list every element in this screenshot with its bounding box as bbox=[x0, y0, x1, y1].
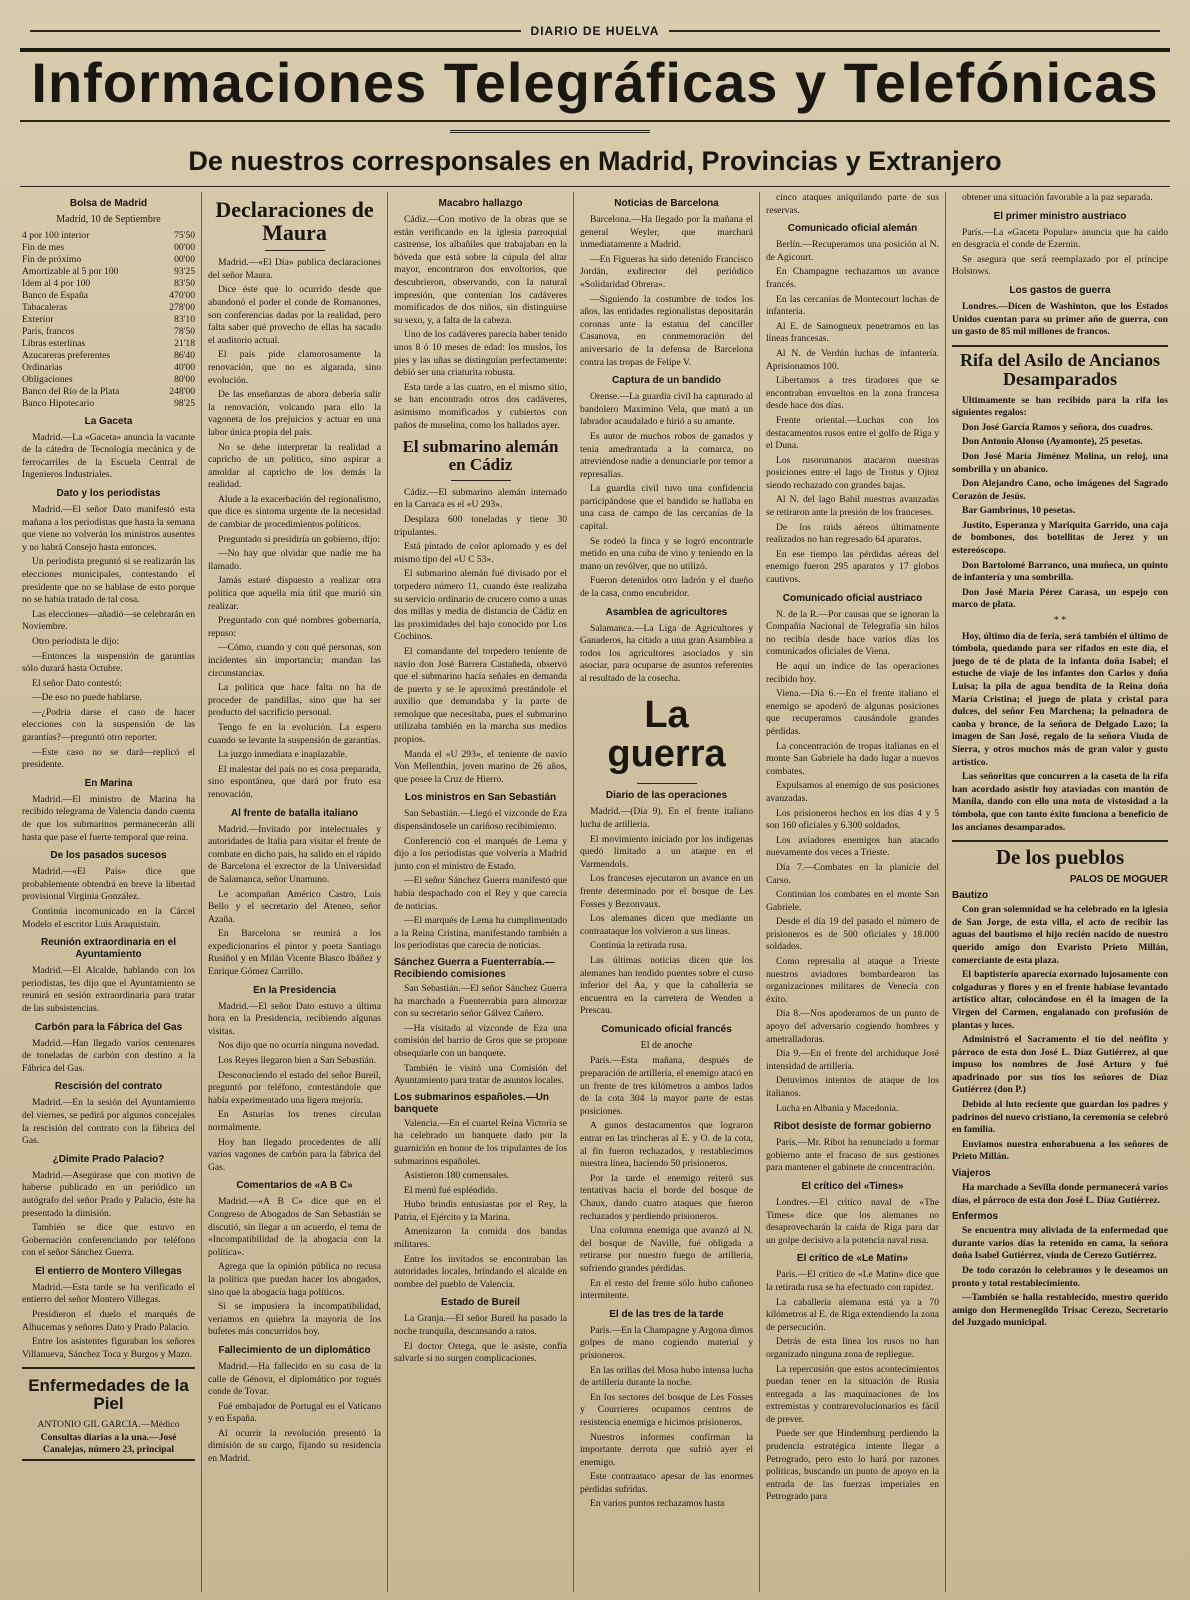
austriaco-title: Comunicado oficial austriaco bbox=[782, 592, 923, 604]
quote-value: 83'50 bbox=[174, 277, 195, 289]
quote-value: 80'00 bbox=[174, 373, 195, 385]
paragraph: Ultimamente se han recibido para la rifa los siguientes regalos: bbox=[952, 394, 1168, 419]
paragraph: El baptisterio aparecía exornado lujosamente con colgaduras y flores y en el frente habíase levantado artístico altar, colocándose en él la imagen de la Virgen del Carmen, engalanado con profusión de plantas y luces. bbox=[952, 969, 1168, 1031]
matin-title: El crítico de «Le Matin» bbox=[796, 1253, 909, 1265]
paper-name: DIARIO DE HUELVA bbox=[521, 24, 670, 38]
paragraph: Expulsamos al enemigo de sus posiciones avanzadas. bbox=[766, 780, 939, 804]
paragraph: Las elecciones—añadió—se celebrarán en Noviembre. bbox=[22, 608, 195, 633]
ad-title: Enfermedades de la Piel bbox=[28, 1376, 189, 1414]
paragraph: Frente oriental.—Luchas con los destacamentos rusos entre el golfo de Riga y el Duna. bbox=[766, 414, 939, 452]
frances-title: Comunicado oficial francés bbox=[601, 1023, 732, 1035]
quote-row bbox=[22, 302, 195, 314]
paragraph: Los aviadores enemigos han atacado nuevamente dos veces a Trieste. bbox=[766, 834, 939, 859]
paragraph: Desde el día 19 del pasado el número de prisioneros es de 500 oficiales y 18.000 soldados. bbox=[766, 916, 939, 953]
dato-title: Dato y los periodistas bbox=[56, 487, 161, 499]
entierro-title: El entierro de Montero Villegas bbox=[35, 1265, 182, 1277]
quote-label: Fin de mes bbox=[22, 241, 65, 253]
paragraph: En varios puntos rechazamos hasta bbox=[590, 1498, 725, 1510]
quote-value: 98'25 bbox=[174, 397, 195, 409]
column-4 bbox=[580, 192, 760, 1592]
paragraph: Madrid.—«El País» dice que probablemente obtendrá en breve la libertad provisional Virginia González. bbox=[22, 866, 195, 903]
quote-value: 248'00 bbox=[169, 385, 195, 397]
submarinos-espanoles-title: Los submarinos españoles.—Un banquete bbox=[394, 1091, 550, 1115]
quote-row bbox=[22, 398, 195, 410]
paragraph: —Este caso no se dará—replicó el presidente. bbox=[22, 746, 195, 771]
paragraph: Salamanca.—La Liga de Agricultores y Ganaderos, ha citado a una gran Asamblea a todos los agricultores asociados y sin asociar, para ocuparse de asuntos referentes al resultado de la cosecha. bbox=[580, 622, 753, 684]
paragraph: Madrid.—«El Día» publica declaraciones del señor Maura. bbox=[208, 257, 381, 281]
quote-row bbox=[22, 326, 195, 338]
aleman-title: Comunicado oficial alemán bbox=[787, 223, 918, 235]
quote-label: Idem al 4 por 100 bbox=[22, 277, 91, 289]
paragraph: París.—El crítico de «Le Matin» dice que la retirada rusa se ha efectuado con rapidez. bbox=[766, 1269, 939, 1293]
paragraph: —Ha visitado al vizconde de Eza una comisión del barrio de Gros que se propone obsequiarle con un banquete. bbox=[394, 1022, 567, 1059]
paragraph: Viena.—Día 6.—En el frente italiano el enemigo se apoderó de algunas posiciones que recuperamos causándole grandes pérdidas. bbox=[766, 688, 939, 737]
paragraph: Londres.—Dicen de Washinton, que los Estados Unidos cuentan para su primer año de guerra, con un gasto de 85 mil millones de francos. bbox=[952, 300, 1168, 338]
subheadline: De nuestros corresponsales en Madrid, Provincias y Extranjero bbox=[188, 146, 1002, 176]
paragraph: —De eso no puede hablarse. bbox=[32, 692, 143, 704]
paragraph: Don José María Jiménez Molina, un reloj, una sombrilla y un abanico. bbox=[952, 450, 1168, 475]
quote-label: Tabacaleras bbox=[22, 301, 68, 313]
paragraph: Le acompañan Américo Castro, Luis Bello y el secretario del Ateneo, señor Azaña. bbox=[208, 888, 381, 925]
paragraph: La Granja.—El señor Bureil ha pasado la noche tranquila, descansando a ratos. bbox=[394, 1313, 567, 1338]
paragraph: Don José María Pérez Carasa, un espejo con marco de plata. bbox=[952, 586, 1168, 611]
quote-label: Azucareras preferentes bbox=[22, 349, 111, 361]
paragraph: Agrega que la opinión pública no recusa la política que puedan hacer los abogados, sino que la abogacía haga políticos. bbox=[208, 1261, 381, 1298]
enfermos-title: Enfermos bbox=[952, 1211, 999, 1223]
paragraph: También le visitó una Comisión del Ayuntamiento para tratar de asuntos locales. bbox=[394, 1062, 567, 1087]
frente-title: Al frente de batalla italiano bbox=[230, 807, 359, 819]
paragraph: Se rodeó la finca y se logró encontrarle metido en una cuba de vino y teniendo en la mano un revólver, que no utilizó. bbox=[580, 535, 753, 572]
gaceta-text: Madrid.—La «Gaceta» anuncia la vacante de la cátedra de Tecnología mecánica y de ferrocarriles de la Escuela Central de Ingenieros Industriales. bbox=[22, 431, 195, 481]
submarino-title: El submarino alemán en Cádiz bbox=[402, 437, 559, 474]
paragraph: Madrid.—Ha fallecido en su casa de la calle de Génova, el diplomático por togués conde de Tovar. bbox=[208, 1360, 381, 1398]
paragraph: París.—La «Gaceta Popular» anuncia que ha caído en desgracia el conde de Ezernin. bbox=[952, 226, 1168, 251]
paragraph: Al N. de Verdún luchas de infantería. Aprisionamos 100. bbox=[766, 347, 939, 372]
paragraph: Los rusorumanos atacaron nuestras posiciones entre el lago de Trotus y Ojtoz siendo rechazado con grandes bajas. bbox=[766, 454, 939, 491]
quote-row bbox=[22, 386, 195, 398]
quote-value: 00'00 bbox=[174, 241, 195, 253]
paragraph: Esta tarde a las cuatro, en el mismo sitio, se han encontrado otros dos cadáveres, asimismo momificados y cubiertos con paños de muselina, como los hallados ayer. bbox=[394, 381, 567, 431]
paragraph: La concentración de tropas italianas en el monte San Gabriele ha dado lugar a nuevos combates. bbox=[766, 740, 939, 777]
paragraph: Manda el «U 293», el teniente de navío Von Mellenthin, joven marino de 26 años, que posee la Cruz de Hierro. bbox=[394, 748, 567, 785]
paragraph: Día 8.—Nos apoderamos de un punto de apoyo del adversario cogiendo hombres y ametralladoras. bbox=[766, 1008, 939, 1045]
paragraph: Está pintado de color aplomado y es del mismo tipo del «U C 53». bbox=[394, 541, 567, 565]
paragraph: Alude a la exacerbación del regionalismo, que dice es síntoma urgente de la necesidad de cambiar de procedimientos políticos. bbox=[208, 493, 381, 531]
asamblea-title: Asamblea de agricultores bbox=[605, 606, 728, 618]
paragraph: Fueron detenidos otro ladrón y el dueño de la casa, como encubridor. bbox=[580, 575, 753, 600]
quote-value: 93'25 bbox=[174, 265, 195, 277]
paragraph: Madrid.—En la sesión del Ayuntamiento del viernes, se pedirá por algunos concejales la rescisión del contrato con la fábrica del Gas. bbox=[22, 1097, 195, 1147]
paragraph: Londres.—El crítico naval de «The Times» dice que los alemanes no desaprovecharán la caída de Riga para dar un golpe decisivo a la potencia naval rusa. bbox=[766, 1196, 939, 1246]
paragraph: —También se halla restablecido, nuestro querido amigo don Hermenegildo Trisac Cerezo, Secretario del Juzgado municipal. bbox=[952, 1292, 1168, 1329]
paragraph: N. de la R.—Por causas que se ignoran la Compañía Nacional de Telegrafía sin hilos no recibía desde hace varios días los comunicados oficiales de Viena. bbox=[766, 608, 939, 658]
paragraph: Jamás estaré dispuesto a realizar otra política que aquella mía útil que murió sin realizar. bbox=[208, 575, 381, 612]
paragraph: —Entonces la suspensión de garantías sólo durará hasta Octubre. bbox=[22, 650, 195, 675]
paragraph: Valencia.—En el cuartel Reina Victoria se ha celebrado un banquete dado por la guarnición en honor de los tripulantes de los submarinos españoles. bbox=[394, 1117, 567, 1167]
quote-label: Amortizable al 5 por 100 bbox=[22, 265, 119, 277]
paragraph: El comandante del torpedero teniente de navío don José Barrera Castañeda, observó que el submarino hacía señales en demanda de puerto y se le aproximó prestándole el auxilio que demandaba y la parte de remolque que necesitaba, pues el submarino utilizaba también en la marcha sus medios propios. bbox=[394, 645, 567, 746]
column-1 bbox=[22, 192, 202, 1592]
paragraph: —¿Podría darse el caso de hacer elecciones con la suspensión de las garantías?—preguntó otro reporter. bbox=[22, 706, 195, 744]
paragraph: Un periodista preguntó si se realizarán las elecciones municipales, contestando el presidente que no se hablase de esto porque no se había tratado de tal cosa. bbox=[22, 556, 195, 606]
quote-row bbox=[22, 290, 195, 302]
anoche-title: El de anoche bbox=[640, 1039, 693, 1051]
quote-label: París, francos bbox=[22, 325, 75, 337]
quote-row bbox=[22, 350, 195, 362]
barcelona-title: Noticias de Barcelona bbox=[614, 198, 719, 209]
paragraph: También se dice que estuvo en Gobernación conferenciando por teléfono con el señor Sánchez Guerra. bbox=[22, 1222, 195, 1259]
paragraph: —No hay que olvidar que nadie me ha llamado. bbox=[208, 548, 381, 572]
paragraph: Madrid.—Asegúrase que con motivo de haberse publicado en un periódico un autógrafo del señor Prado y Palacio, éste ha presentado la dimisión. bbox=[22, 1169, 195, 1219]
paragraph: Puede ser que Hindemburg perdiendo la prudencia estratégica intente llegar a Petrogrado, pero esto lo hará por razones políticas, buscando un punto de apoyo en la entrada de las fuerzas imperiales en Petrogrado para bbox=[766, 1428, 939, 1503]
sanchez-guerra-title: Sánchez Guerra a Fuenterrabía.—Recibiendo comisiones bbox=[394, 956, 555, 980]
quote-value: 86'40 bbox=[174, 349, 195, 361]
paragraph: —El marqués de Lema ha cumplimentado a la Reina Cristina, manifestando también a los periodistas que carecía de noticias. bbox=[394, 915, 567, 952]
bautizo-title: Bautizo bbox=[952, 890, 989, 902]
paragraph: Fué embajador de Portugal en el Vaticano y en España. bbox=[208, 1400, 381, 1425]
paragraph: Preguntado si presidiría un gobierno, dijo: bbox=[218, 533, 381, 545]
paragraph: En Barcelona se reunirá a los expedicionarios el pintor y poeta Santiago Rusiñol y en Milán Vicente Blasco Ibáñez y Enrique Gómez Carrillo. bbox=[208, 928, 381, 978]
primer-ministro-title: El primer ministro austriaco bbox=[993, 210, 1127, 222]
paragraph: Nos dijo que no ocurría ninguna novedad. bbox=[218, 1040, 380, 1052]
paragraph: —El señor Sánchez Guerra manifestó que había despachado con el Rey y que carecía de noticias. bbox=[394, 875, 567, 912]
guerra-title: La guerra bbox=[607, 693, 726, 776]
quote-label: Libras esterlinas bbox=[22, 337, 86, 349]
paragraph: Los Reyes llegaron bien a San Sebastián. bbox=[218, 1055, 376, 1067]
paragraph: Otro periodista le dijo: bbox=[32, 635, 120, 647]
column-3 bbox=[394, 192, 574, 1592]
headline: Informaciones Telegráficas y Telefónicas bbox=[31, 51, 1159, 114]
paragraph: En las orillas del Mosa hubo intensa lucha de artillería durante la noche. bbox=[580, 1364, 753, 1389]
paragraph: Día 7.—Combates en la planicie del Carso. bbox=[766, 861, 939, 886]
paragraph: Bar Gambrinus, 10 pesetas. bbox=[962, 505, 1076, 517]
paragraph: La juzgo inmediata e inaplazable. bbox=[218, 749, 348, 761]
paragraph: De los raids aéreos últimamente realizados no han regresado 64 aparatos. bbox=[766, 521, 939, 546]
section-rule bbox=[20, 186, 1170, 187]
paragraph: Día 9.—En el frente del archiduque José intensidad de artillería. bbox=[766, 1048, 939, 1072]
paragraph: Orense.—La guardia civil ha capturado al bandolero Maximino Vela, que mató a un labrador acaudalado e hirió a su amante. bbox=[580, 391, 753, 428]
quote-row bbox=[22, 314, 195, 326]
paragraph: Don Antonio Alonso (Ayamonte), 25 pesetas. bbox=[962, 436, 1143, 448]
paragraph: Con gran solemnidad se ha celebrado en la iglesia de San Jorge, de esta villa, el acto de recibir las aguas del bautismo el hijo recién nacido de nuestro querido amigo don Evaristo Prieto Millán, comerciante de esta plaza. bbox=[952, 904, 1168, 966]
bolsa-quotes bbox=[22, 230, 195, 410]
paragraph: Libertamos a tres tiradores que se encontraban envueltos en la zona francesa desde hace dos días. bbox=[766, 375, 939, 412]
paragraph: Este contraataco apesar de las enormes pérdidas sufridas. bbox=[580, 1471, 753, 1495]
paragraph: Don Alejandro Cano, ocho imágenes del Sagrado Corazón de Jesús. bbox=[952, 478, 1168, 502]
paragraph: Berlín.—Recuperamos una posición al N. de Agicourt. bbox=[766, 239, 939, 263]
paragraph: Uno de los cadáveres parecía haber tenido unos 8 ó 10 meses de edad: los muslos, los pies y las uñas se distinguían perfectamente: debió ser una criaturita robusta. bbox=[394, 329, 567, 379]
paragraph: Desconociendo el estado del señor Bureil, preguntó por teléfono, contestándole que había experimentado una ligera mejoría. bbox=[208, 1069, 381, 1106]
paragraph: Madrid.—El ministro de Marina ha recibido telegrama de Valencia dando cuenta de que los submarinos permanecerán allí hasta que pase el fuerte temporal que reina. bbox=[22, 793, 195, 843]
paragraph: París.—En la Champagne y Argona dimos golpes de mano cogiendo material y prisioneros. bbox=[580, 1324, 753, 1361]
paragraph: De las enseñanzas de ahora debería salir la renovación, volcando para ello la vagoneta de los prejuicios y actuar en una labor única propia del país. bbox=[208, 389, 381, 438]
quote-label: Banco Hipotecario bbox=[22, 397, 95, 409]
paragraph: Ha marchado a Sevilla donde permanecerá varios días, el párroco de esta don José L. Díaz Gutiérrez. bbox=[952, 1182, 1168, 1206]
quote-value: 78'50 bbox=[174, 325, 195, 337]
paragraph: París.—Mr. Ribot ha renunciado a formar gobierno ante el fracaso de sus gestiones para mantener el gabinete de concentración. bbox=[766, 1137, 939, 1174]
paragraph: La repercusión que estos acontecimientos puedan tener en la situación de Rusia entregada a las maquinaciones de los extremistas y contrarevolucionarios es fácil de prever. bbox=[766, 1363, 939, 1425]
paragraph: —Siguiendo la costumbre de todos los años, las entidades regionalistas depositarán coronas ante la estatua del canciller Casanova, en conmemoración del aniversario de la defensa de Barcelona contra las tropas de Felipe V. bbox=[580, 293, 753, 368]
paragraph: San Sebastián.—Llegó el vizconde de Eza dispensándosele un cariñoso recibimiento. bbox=[394, 808, 567, 833]
column-6 bbox=[952, 192, 1174, 1592]
paragraph: Cádiz.—Con motivo de la obras que se están verificando en la iglesia parroquial castrense, los albañiles que trabajaban en la bóveda que está sobre la cúpula del altar mayor, encontraron dos envoltorios, que descubrieron, observando, con la natural impresión, que contenían los cadáveres momificados de dos niños, sin distinguirse su sexo, y, a falta de la cabeza. bbox=[394, 214, 567, 326]
paragraph: Como represalia al ataque a Trieste nuestros aviadores bombardearon las organizaciones militares de Venecia con éxito. bbox=[766, 956, 939, 1005]
paragraph: Don José García Ramos y señora, dos cuadros. bbox=[962, 421, 1153, 433]
paragraph: Las últimas noticias dicen que los alemanes han tendido puentes sobre el curso inferior del Aa, y que la caballería se encuentra en la carretera de Wenden a Prescau. bbox=[580, 954, 753, 1017]
quote-label: Banco de España bbox=[22, 289, 89, 301]
paragraph: Detuvimos intentos de ataque de los italianos. bbox=[766, 1075, 939, 1099]
paragraph: Al N. del lago Babil nuestras avanzadas se retiraron ante la presión de los franceses. bbox=[766, 494, 939, 519]
paragraph: En el resto del frente sólo hubo cañoneo intermitente. bbox=[580, 1277, 753, 1302]
column-2 bbox=[208, 192, 388, 1592]
quote-row bbox=[22, 374, 195, 386]
quote-label: Exterior bbox=[22, 313, 54, 325]
viajeros-title: Viajeros bbox=[952, 1168, 991, 1180]
bureil-title: Estado de Bureil bbox=[441, 1297, 520, 1309]
paragraph: —En Figueras ha sido detenido Francisco Jordán, exdirector del periódico «Solidaridad Obrera». bbox=[580, 253, 753, 290]
advertisement bbox=[22, 1367, 195, 1460]
quote-row bbox=[22, 278, 195, 290]
paragraph: Justito, Esperanza y Mariquita Garrido, una caja de bombones, dos botellitas de Jerez y un estereóscopo. bbox=[952, 519, 1168, 557]
headline-bottom-rule bbox=[20, 120, 1170, 122]
paragraph: Don Bartolomé Barranco, una muñeca, un quinto de infantería y una sombrilla. bbox=[952, 559, 1168, 584]
paragraph: En Champagne rechazamos un avance francés. bbox=[766, 266, 939, 290]
paragraph: Presidieron el duelo el marqués de Alhucemas y señores Dato y Prado Palacio. bbox=[22, 1309, 195, 1333]
quote-value: 21'18 bbox=[174, 337, 195, 349]
paragraph: Madrid.—(Día 9). En el frente italiano lucha de artillería. bbox=[580, 806, 753, 830]
paragraph: Hoy, último día de feria, será también el último de tómbola, quedando para ser rifados en este día, el juego de té de plata de la infanta doña Isabel; el estuche de viaje de los infantes don Carlos y doña Luisa; la pila de agua bendita de la Reina doña María Cristina; el juego de plata y cristal para dulces, del señor Feu Marchena; la pelnadora de caoba y bronce, de la señora de Delgado Lazo; la imagen de San José, regalo de la señora Viuda de Sierra, y otros muchos más de gran valor y gusto artístico. bbox=[952, 630, 1168, 768]
paragraph: San Sebastián.—El señor Sánchez Guerra ha marchado a Fuenterrabía para almorzar con su secretario señor Gálvez Cañero. bbox=[394, 982, 567, 1020]
paragraph: Hubo brindis entusiastas por el Rey, la Patria, el Ejército y la Marina. bbox=[394, 1199, 567, 1223]
paragraph: Madrid.—«A B C» dice que en el Congreso de Abogados de San Sebastián se discutió, sin llegar a un acuerdo, el tema de «Incompatibilidad de la abogacía con la política». bbox=[208, 1196, 381, 1258]
paragraph: He aquí un índice de las operaciones recibido hoy. bbox=[766, 661, 939, 685]
paragraph: Conferenció con el marqués de Lema y dijo a los periodistas que volvería a Madrid junto con el ministro de Estado. bbox=[394, 835, 567, 872]
paragraph: En Asturias los trenes circulan normalmente. bbox=[208, 1109, 381, 1133]
abc-title: Comentarios de «A B C» bbox=[236, 1180, 353, 1192]
quote-row bbox=[22, 362, 195, 374]
marina-title: En Marina bbox=[84, 777, 133, 789]
paragraph: Debido al luto reciente que guardan los padres y padrinos del nuevo cristiano, la ceremonia se celebró en familia. bbox=[952, 1099, 1168, 1136]
paragraph: Detrás de esta línea los rusos no han organizado ninguna zona de repliegue. bbox=[766, 1336, 939, 1360]
paragraph: En las cercanías de Montecourt luchas de infantería. bbox=[766, 293, 939, 318]
paragraph: El malestar del país no es cosa preparada, sino espontánea, que dará por fruto esa renovación. bbox=[208, 763, 381, 800]
paragraph: Madrid.—El señor Dato manifestó esta mañana a los periodistas que hasta la semana que viene no volverán los ministros ausentes y no habrá Consejo hasta entonces. bbox=[22, 503, 195, 553]
paragraph: Madrid.—Esta tarde se ha verificado el entierro del señor Montero Villegas. bbox=[22, 1281, 195, 1306]
quote-value: 00'00 bbox=[174, 253, 195, 265]
paragraph: Continúan los combates en el monte San Gabriele. bbox=[766, 889, 939, 913]
paragraph: La caballería alemana está ya a 70 kilómetros al E. de Riga extendiendo la zona de persecución. bbox=[766, 1296, 939, 1333]
tarde-title: El de las tres de la tarde bbox=[609, 1308, 724, 1320]
paragraph: No se debe interpretar la realidad a capricho de un político, sino aspirar a amoldar al capricho de los demás la realidad. bbox=[208, 441, 381, 491]
paragraph: Enviamos nuestra enhorabuena a los señores de Prieto Millán. bbox=[952, 1138, 1168, 1163]
paragraph: El señor Dato contestó: bbox=[32, 677, 122, 689]
dimite-title: ¿Dimite Prado Palacio? bbox=[52, 1153, 165, 1165]
quote-label: Banco del Río de la Plata bbox=[22, 385, 120, 397]
paragraph: Tengo fe en la evolución. La espero cuando se levante la suspensión de garantías. bbox=[208, 721, 381, 746]
paragraph: Administró el Sacramento el tío del neófito y párroco de esta don José L. Díaz Gutiérrez, al que impuso los nombres de José Arturo y fué apadrinado por sus tíos los señores de Díaz Gutiérrez (don P.) bbox=[952, 1034, 1168, 1096]
paragraph: Continúa la retirada rusa. bbox=[590, 940, 687, 952]
presidencia-title: En la Presidencia bbox=[253, 984, 336, 996]
paragraph: Barcelona.—Ha llegado por la mañana el general Weyler, que marchará inmediatamente a Madrid. bbox=[580, 214, 753, 251]
gastos-title: Los gastos de guerra bbox=[1009, 284, 1111, 296]
quote-row bbox=[22, 338, 195, 350]
paragraph: Una columna enemiga que avanzó al N. del bosque de Naville, fué obligada a retirarse por nuestro fuego de artillería, sufriendo grandes pérdidas. bbox=[580, 1225, 753, 1274]
paragraph: Entre los asistentes figuraban los señores Villanueva, Sánchez Toca y Burgos y Mazo. bbox=[22, 1336, 195, 1360]
paragraph: Es autor de muchos robos de ganados y tenía amedrantada a la comarca, no atreviéndose nadie a denunciarle por temor a represalias. bbox=[580, 430, 753, 480]
diario-title: Diario de las operaciones bbox=[605, 790, 728, 802]
paragraph: Madrid.—Han llegado varios centenares de toneladas de carbón con destino a la Fábrica del Gas. bbox=[22, 1037, 195, 1074]
paragraph: Cádiz.—El submarino alemán internado en la Carraca es el «U 293». bbox=[394, 486, 567, 511]
gaceta-title: La Gaceta bbox=[84, 415, 133, 427]
paragraph: Se encuentra muy aliviada de la enfermedad que durante varios días la retenido en cama, la señora doña Isabel Gutiérrez, viuda de Cerezo Gutiérrez. bbox=[952, 1225, 1168, 1262]
paragraph: Por la tarde el enemigo reiteró sus tentativas hacia el borde del bosque de Chaux, dando cuatro ataques que fueron rechazados y perdiendo prisioneros. bbox=[580, 1172, 753, 1222]
rifa-title: Rifa del Asilo de Ancianos Desamparados bbox=[952, 345, 1168, 389]
paragraph: Los prisioneros hechos en los días 4 y 5 son 160 oficiales y 6.300 soldados. bbox=[766, 807, 939, 832]
columns bbox=[22, 192, 1174, 1592]
carbon-title: Carbón para la Fábrica del Gas bbox=[34, 1021, 183, 1033]
quote-value: 278'00 bbox=[169, 301, 195, 313]
paragraph: Al ocurrir la revolución presentó la dimisión de su cargo, fijando su residencia en Madrid. bbox=[208, 1427, 381, 1465]
paragraph: Hoy han llegado procedentes de allí varios vagones de carbón para la fábrica del Gas. bbox=[208, 1136, 381, 1173]
paragraph: Entre los invitados se encontraban las autoridades locales, brindando el alcalde en nombre del pueblo de Valencia. bbox=[394, 1253, 567, 1290]
quote-value: 75'50 bbox=[174, 229, 195, 241]
ad-address: Consultas diarias a la una.—José Canalejas, número 23, principal bbox=[40, 1431, 177, 1456]
times-title: El crítico del «Times» bbox=[801, 1180, 904, 1192]
paragraph: Lucha en Albania y Macedonia. bbox=[776, 1102, 899, 1114]
bolsa-title: Bolsa de Madrid bbox=[69, 198, 148, 209]
quote-row bbox=[22, 266, 195, 278]
paragraph: Madrid.—El Alcalde, hablando con los periodistas, les dijo que el Ayuntamiento se reunirá en sesión extraordinaria para tratar de las subsistencias. bbox=[22, 965, 195, 1014]
paragraph: Si se impusiera la incompatibilidad, veríamos en quiebra la mayoría de los bufetes más concurridos hoy. bbox=[208, 1301, 381, 1338]
quote-label: Fin de próximo bbox=[22, 253, 82, 265]
sucesos-title: De los pasados sucesos bbox=[50, 850, 167, 862]
paragraph: Dice éste que lo ocurrido desde que abandonó el poder el conde de Romanones, son conferencias dadas por la realidad, pero falta saber qué provecho de ellas ha sacado el auditorio actual. bbox=[208, 284, 381, 346]
paragraph: Madrid.—El señor Dato estuvo a última hora en la Presidencia, recibiendo algunas visitas. bbox=[208, 1000, 381, 1037]
quote-row bbox=[22, 230, 195, 242]
quote-label: Obligaciones bbox=[22, 373, 73, 385]
pueblos-title: De los pueblos bbox=[952, 840, 1168, 868]
paragraph: Al E. de Samogneux penetramos en las líneas francesas. bbox=[766, 320, 939, 345]
quote-value: 40'00 bbox=[174, 361, 195, 373]
paragraph: obtener una situación favorable a la paz separada. bbox=[962, 192, 1153, 203]
masthead bbox=[0, 24, 1190, 38]
asterism: * * bbox=[1053, 615, 1067, 627]
paragraph: El doctor Ortega, que le asiste, confía salvarle si no surgen complicaciones. bbox=[394, 1340, 567, 1365]
paragraph: Desplaza 600 toneladas y tiene 30 tripulantes. bbox=[394, 513, 567, 538]
maura-title: Declaraciones de Maura bbox=[215, 197, 374, 246]
paragraph: cinco ataques aniquilando parte de sus reservas. bbox=[766, 192, 939, 216]
title-rule bbox=[637, 783, 697, 784]
bandido-title: Captura de un bandido bbox=[612, 375, 721, 387]
paragraph: Los alemanes dicen que mediante un contraataque los volvieron a sus líneas. bbox=[580, 913, 753, 937]
paragraph: Las señoritas que concurren a la caseta de la rifa han acordado asistir hoy ataviadas con mantón de Manila, dando con ello una nota de vistosidad a la tómbola, que con tanto éxito funciona a beneficio de los ancianos desamparados. bbox=[952, 771, 1168, 833]
quote-row bbox=[22, 242, 195, 254]
title-rule bbox=[451, 480, 511, 481]
paragraph: Nuestros informes confirman la importante derrota que sufrió ayer el enemigo. bbox=[580, 1431, 753, 1468]
ad-doctor: ANTONIO GIL GARCIA.—Médico bbox=[37, 1419, 180, 1431]
paragraph: Se asegura que será reemplazado por el príncipe Holstows. bbox=[952, 253, 1168, 278]
paragraph: El país pide clamorosamente la renovación, que no es algarada, sino evolución. bbox=[208, 349, 381, 386]
column-5 bbox=[766, 192, 946, 1592]
quote-value: 83'10 bbox=[174, 313, 195, 325]
paragraph: Continúa incomunicado en la Cárcel Modelo el escritor Luis Araquistain. bbox=[22, 906, 195, 930]
reunion-title: Reunión extraordinaria en el Ayuntamiento bbox=[40, 937, 177, 961]
ministros-title: Los ministros en San Sebastián bbox=[404, 792, 557, 804]
paragraph: En ese tiempo las pérdidas aéreas del enemigo fueron 295 aparatos y 17 globos cautivos. bbox=[766, 548, 939, 586]
paragraph: Los franceses ejecutaron un avance en un frente determinado por el bosque de Les Fosses y Bezonvaux. bbox=[580, 873, 753, 910]
paragraph: En los sectores del bosque de Les Fosses y Courrieres ocupamos centros de resistencia enemiga e hicimos prisioneros. bbox=[580, 1391, 753, 1428]
rescision-title: Rescisión del contrato bbox=[54, 1081, 163, 1093]
paragraph: Preguntado con qué nombres gobernaría, repuso: bbox=[208, 615, 381, 639]
quote-label: Ordinarias bbox=[22, 361, 63, 373]
bolsa-dateline: Madrid, 10 de Septiembre bbox=[56, 214, 161, 225]
paragraph: París.—Esta mañana, después de preparación de artillería, el enemigo atacó en un frente de tres kilómetros a ambos lados de la cota 304 la mayor parte de estas posiciones. bbox=[580, 1055, 753, 1117]
paragraph: Madrid.—Invitado por intelectuales y autoridades de Italia para visitar el frente de combate en dicho país, ha salido en el rápido de Barcelona el exrector de la Universidad de Salamanca, señor Unamuno. bbox=[208, 823, 381, 885]
ornament-rule bbox=[450, 130, 650, 133]
paragraph: El submarino alemán fué divisado por el torpedero número 11, cuando éste realizaba su servicio ordinario de crucero como a unas dos millas y media de distancia de Cádiz en las proximidades del bajo conocido por Los Cochinos. bbox=[394, 568, 567, 643]
ribot-title: Ribot desiste de formar gobierno bbox=[773, 1121, 932, 1133]
paragraph: Amenizaron la comida dos bandas militares. bbox=[394, 1226, 567, 1251]
quote-row bbox=[22, 254, 195, 266]
title-rule bbox=[265, 250, 325, 251]
paragraph: El menú fué espléndido. bbox=[404, 1184, 498, 1196]
paragraph: El movimiento iniciado por los indígenas quedó limitado a un ataque en el Varmendols. bbox=[580, 833, 753, 870]
paragraph: De todo corazón lo celebramos y le deseamos un pronto y total restablecimiento. bbox=[952, 1265, 1168, 1289]
quote-value: 470'00 bbox=[169, 289, 195, 301]
palos-title: PALOS DE MOGUER bbox=[1069, 874, 1168, 886]
paragraph: La política que hace falta no ha de proceder de pandillas, sino que ha ser producto del sacrificio personal. bbox=[208, 682, 381, 719]
paragraph: La guardia civil tuvo una confidencia participándose que el bandido se hallaba en una casa de campo de las cercanías de la capital. bbox=[580, 483, 753, 533]
paragraph: Asistieron 180 comensales. bbox=[404, 1170, 510, 1182]
macabro-title: Macabro hallazgo bbox=[438, 198, 523, 209]
paragraph: A gunos destacamentos que lograron entrar en las trincheras al E. y O. de la cota, al fin fueron rechazados, y restablecimos nuestra línea, haciendo 50 prisioneros. bbox=[580, 1120, 753, 1170]
diplomatico-title: Fallecimiento de un diplomático bbox=[218, 1344, 371, 1356]
paragraph: —Cómo, cuando y con qué personas, son incidentes sin importancia; mandan las circunstancias. bbox=[208, 642, 381, 679]
quote-label: 4 por 100 interior bbox=[22, 229, 90, 241]
